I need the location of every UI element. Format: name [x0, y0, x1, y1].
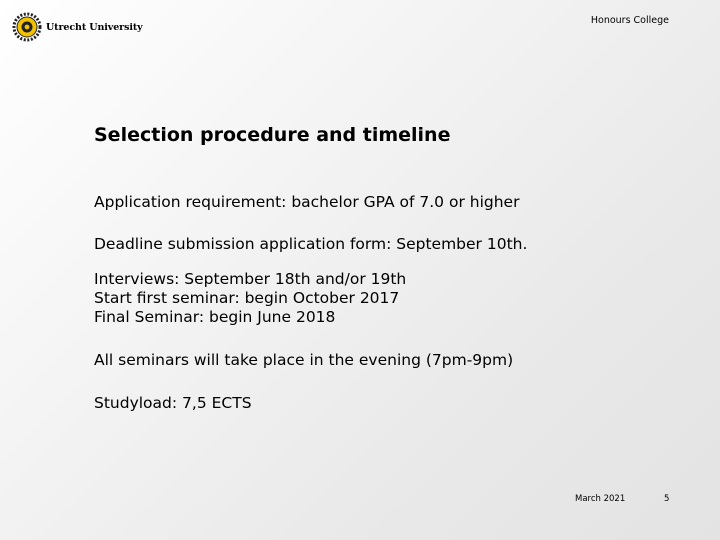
final-seminar-line: Final Seminar: begin June 2018: [94, 308, 336, 326]
page-number: 5: [664, 494, 670, 504]
interviews-line: Interviews: September 18th and/or 19th: [94, 270, 407, 288]
college-label: Honours College: [590, 15, 669, 26]
logo-text: Utrecht University: [46, 21, 143, 33]
deadline-line: Deadline submission application form: September 10th.: [94, 235, 528, 253]
footer-date: March 2021: [575, 494, 626, 504]
requirement-line: Application requirement: bachelor GPA of 7.0 or higher: [94, 193, 520, 211]
sun-seal-icon: [12, 12, 42, 42]
studyload-line: Studyload: 7,5 ECTS: [94, 394, 252, 412]
evening-line: All seminars will take place in the evening (7pm-9pm): [94, 351, 514, 369]
slide-body: [94, 193, 527, 413]
slide-title: Selection procedure and timeline: [94, 124, 451, 146]
first-seminar-line: Start first seminar: begin October 2017: [94, 289, 400, 307]
university-logo: [12, 12, 143, 42]
